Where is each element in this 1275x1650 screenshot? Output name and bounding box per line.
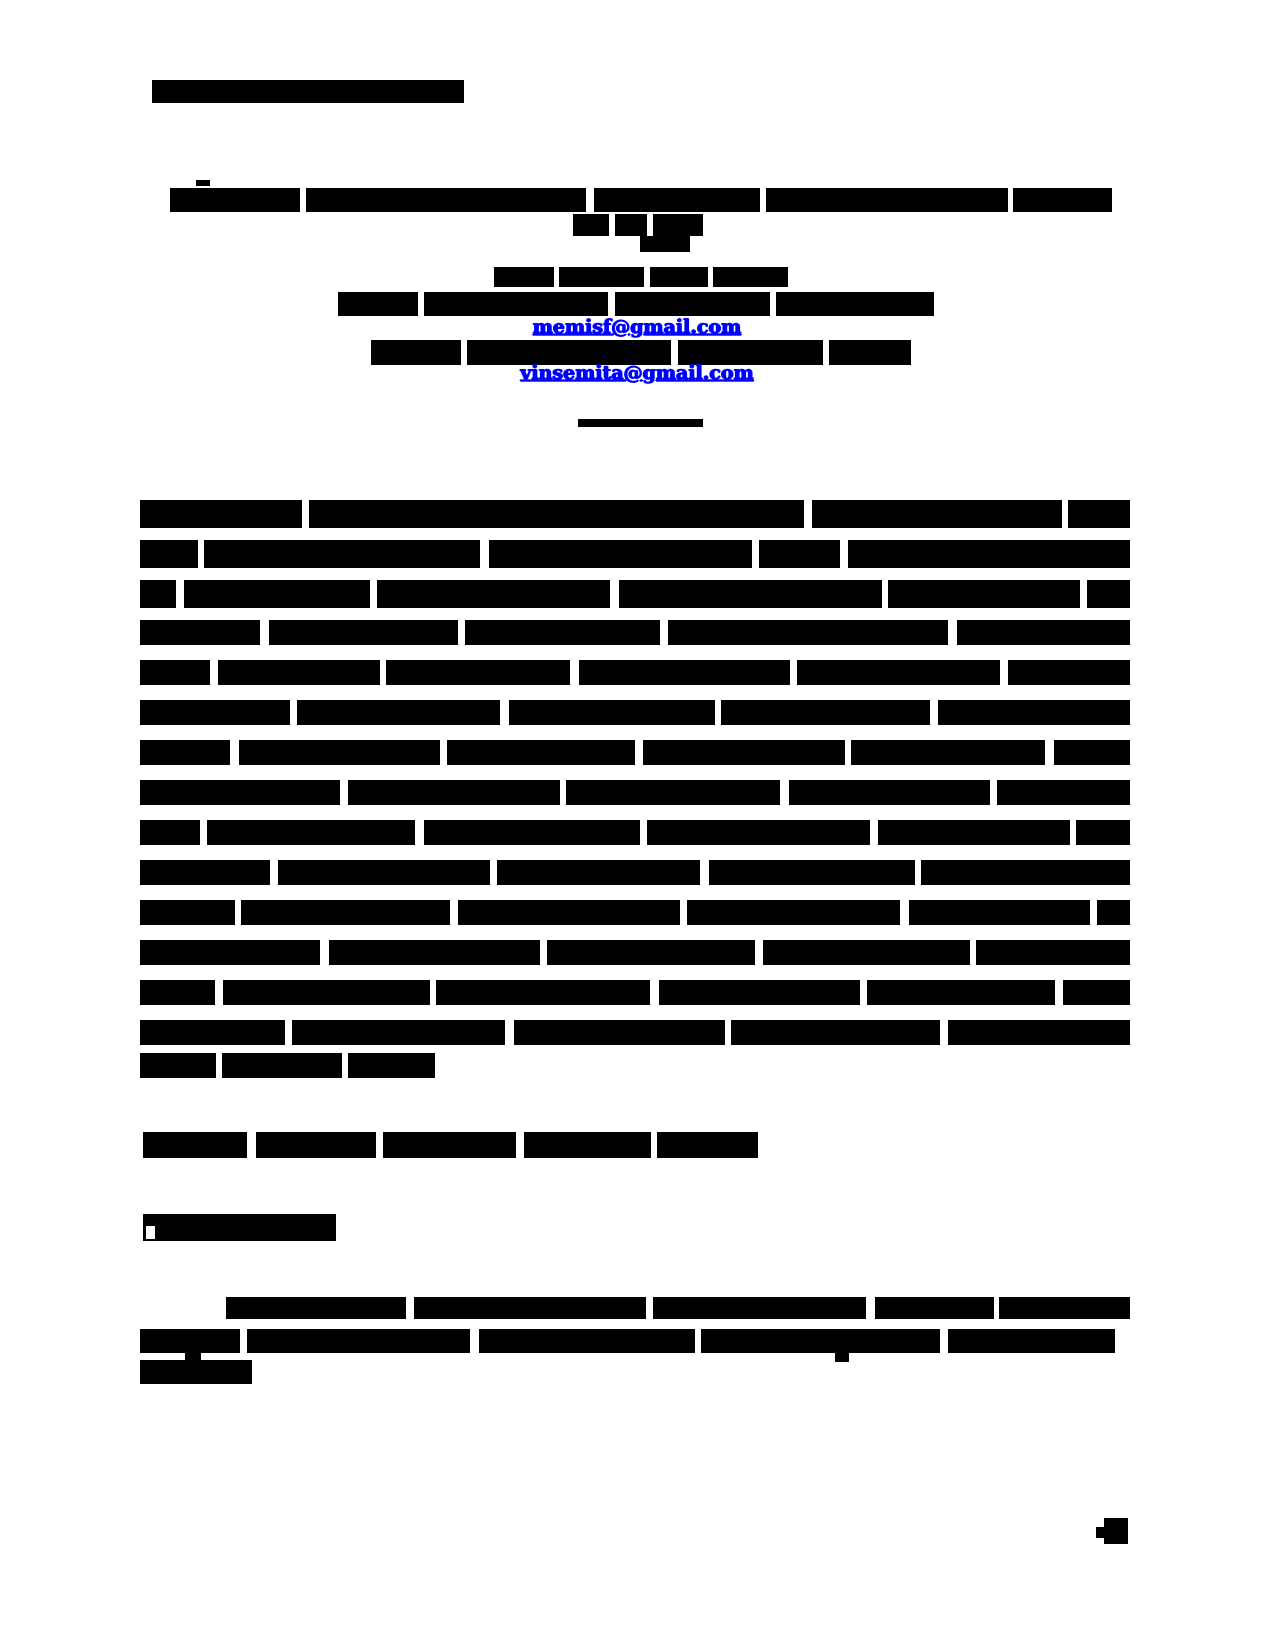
- word-gap: [1055, 980, 1063, 1005]
- word-gap: [500, 700, 509, 725]
- title-line-2-descender: [640, 236, 690, 252]
- word-gap: [1000, 660, 1008, 685]
- word-gap: [700, 860, 709, 885]
- word-gap: [845, 740, 851, 765]
- word-gap: [461, 340, 467, 365]
- word-gap: [948, 620, 957, 645]
- abstract-line-1: [140, 500, 1130, 528]
- intro-line-2-descender-b: [835, 1353, 849, 1362]
- word-gap: [440, 740, 447, 765]
- title-line-1: [170, 188, 1112, 212]
- authors-line: [494, 267, 788, 287]
- abstract-line-10: [140, 860, 1130, 885]
- word-gap: [430, 980, 436, 1005]
- word-gap: [516, 1132, 524, 1158]
- word-gap: [840, 540, 848, 568]
- word-gap: [990, 780, 997, 805]
- abstract-line-2: [140, 540, 1130, 568]
- word-gap: [415, 820, 424, 845]
- word-gap: [647, 214, 653, 236]
- abstract-line-3: [140, 580, 1130, 608]
- abstract-line-12: [140, 940, 1130, 965]
- word-gap: [715, 700, 721, 725]
- word-gap: [320, 940, 329, 965]
- word-gap: [505, 1020, 514, 1045]
- word-gap: [560, 780, 566, 805]
- section-heading-introduction: [143, 1214, 336, 1241]
- word-gap: [230, 740, 239, 765]
- word-gap: [370, 580, 377, 608]
- word-gap: [1062, 500, 1068, 528]
- word-gap: [915, 860, 921, 885]
- word-gap: [1090, 900, 1097, 925]
- word-gap: [340, 780, 348, 805]
- word-gap: [752, 540, 759, 568]
- abstract-line-13: [140, 980, 1130, 1005]
- word-gap: [1080, 580, 1087, 608]
- abstract-line-9: [140, 820, 1130, 845]
- word-gap: [680, 900, 687, 925]
- word-gap: [554, 267, 559, 287]
- word-gap: [940, 1020, 948, 1045]
- word-gap: [176, 580, 184, 608]
- word-gap: [650, 980, 659, 1005]
- word-gap: [970, 940, 976, 965]
- abstract-line-6: [140, 700, 1130, 725]
- word-gap: [755, 940, 763, 965]
- intro-line-2: [140, 1329, 1115, 1353]
- heading-number-notch: [146, 1226, 155, 1239]
- word-gap: [994, 1297, 999, 1319]
- word-gap: [860, 980, 867, 1005]
- intro-line-3: [140, 1360, 252, 1384]
- word-gap: [198, 540, 204, 568]
- word-gap: [270, 860, 278, 885]
- word-gap: [640, 820, 647, 845]
- abstract-line-14: [140, 1020, 1130, 1045]
- title-diacritic-mark: [196, 180, 210, 186]
- word-gap: [235, 900, 241, 925]
- word-gap: [790, 660, 797, 685]
- word-gap: [260, 620, 269, 645]
- word-gap: [302, 500, 309, 528]
- word-gap: [866, 1297, 875, 1319]
- word-gap: [646, 1297, 653, 1319]
- word-gap: [635, 740, 643, 765]
- email-link-1[interactable]: memisf@gmail.com: [532, 316, 742, 338]
- keywords-label: [143, 1132, 247, 1158]
- word-gap: [342, 1053, 348, 1078]
- page-number-blob: [1104, 1518, 1128, 1544]
- abstract-line-5: [140, 660, 1130, 685]
- intro-line-2-descender-a: [185, 1353, 201, 1362]
- abstract-line-7: [140, 740, 1130, 765]
- word-gap: [770, 292, 776, 316]
- journal-header-bar: [152, 80, 464, 103]
- word-gap: [215, 980, 223, 1005]
- word-gap: [376, 1132, 383, 1158]
- abstract-line-4: [140, 620, 1130, 645]
- word-gap: [725, 1020, 731, 1045]
- word-gap: [609, 214, 615, 236]
- word-gap: [870, 820, 878, 845]
- abstract-last-line-b: [222, 1053, 435, 1078]
- word-gap: [882, 580, 888, 608]
- word-gap: [823, 340, 829, 365]
- word-gap: [708, 267, 713, 287]
- word-gap: [570, 660, 579, 685]
- word-gap: [210, 660, 218, 685]
- word-gap: [760, 188, 766, 212]
- word-gap: [900, 900, 909, 925]
- word-gap: [804, 500, 812, 528]
- page-number-notch: [1096, 1527, 1104, 1538]
- word-gap: [240, 1329, 247, 1353]
- word-gap: [406, 1297, 414, 1319]
- word-gap: [1008, 188, 1013, 212]
- word-gap: [540, 940, 547, 965]
- abstract-last-line-a: [140, 1053, 216, 1078]
- word-gap: [1070, 820, 1076, 845]
- word-gap: [586, 188, 594, 212]
- word-gap: [695, 1329, 701, 1353]
- word-gap: [200, 820, 207, 845]
- word-gap: [458, 620, 465, 645]
- word-gap: [290, 700, 297, 725]
- keywords-text: [256, 1132, 758, 1158]
- word-gap: [300, 188, 306, 212]
- title-line-2: [573, 214, 703, 236]
- word-gap: [660, 620, 668, 645]
- word-gap: [470, 1329, 479, 1353]
- date-rule-bar: [578, 419, 703, 427]
- word-gap: [285, 1020, 292, 1045]
- word-gap: [930, 700, 938, 725]
- email-link-2[interactable]: vinsemita@gmail.com: [520, 362, 754, 384]
- word-gap: [780, 780, 789, 805]
- word-gap: [490, 860, 497, 885]
- abstract-line-11: [140, 900, 1130, 925]
- word-gap: [1045, 740, 1054, 765]
- word-gap: [380, 660, 386, 685]
- word-gap: [940, 1329, 948, 1353]
- abstract-line-8: [140, 780, 1130, 805]
- word-gap: [644, 267, 650, 287]
- word-gap: [480, 540, 489, 568]
- word-gap: [418, 292, 424, 316]
- word-gap: [608, 292, 615, 316]
- word-gap: [610, 580, 619, 608]
- word-gap: [450, 900, 458, 925]
- affiliation-line-1: [338, 292, 934, 316]
- intro-line-1: [226, 1297, 1130, 1319]
- word-gap: [651, 1132, 657, 1158]
